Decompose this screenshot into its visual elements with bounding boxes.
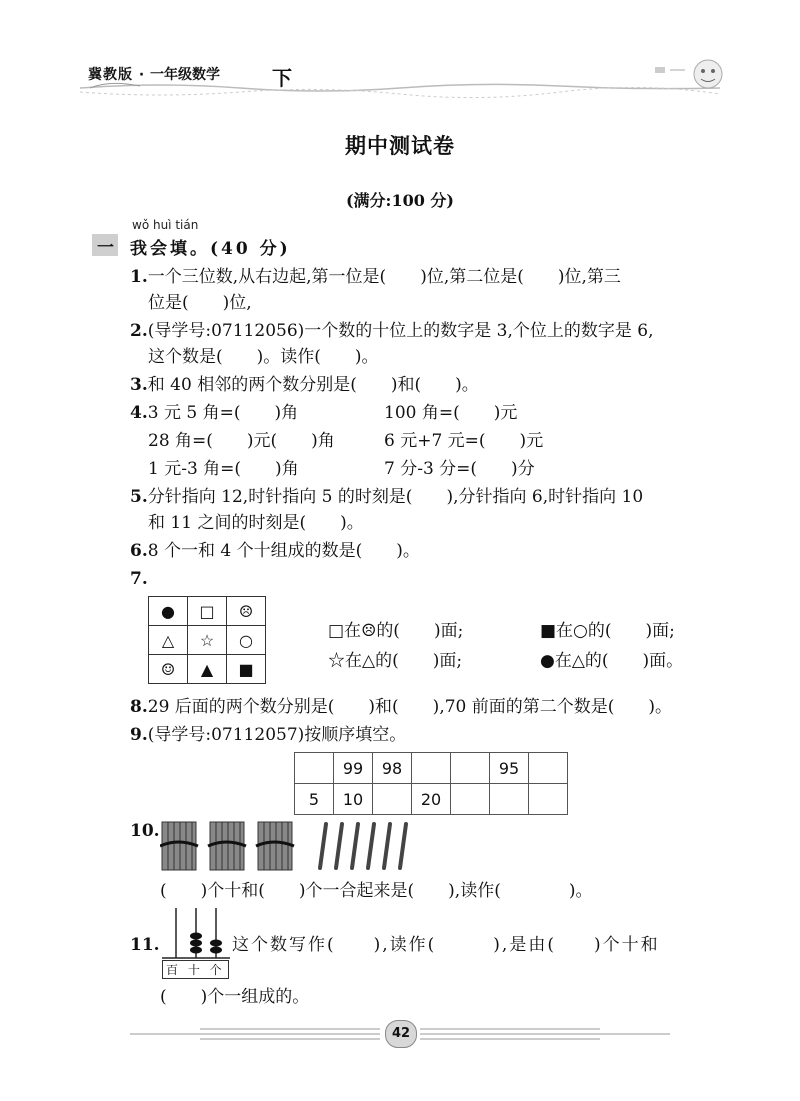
q5-text-1: 分针指向 12,时针指向 5 的时刻是( ),分针指向 6,时针指向 10 (147, 487, 644, 507)
q9-cell: 98 (373, 753, 412, 784)
q5-line1 (130, 486, 643, 508)
q9-text: (导学号:07112057)按顺序填空。 (147, 725, 407, 745)
header-volume: 下 (272, 66, 292, 90)
grid-filled-square: ■ (227, 655, 266, 684)
section-number-box (92, 234, 118, 256)
q2-number: 2. (130, 321, 148, 341)
page-title: 期中测试卷 (345, 133, 455, 158)
q9-cell[interactable] (451, 753, 490, 784)
q10-text: ( )个十和( )个一合起来是( ),读作( )。 (160, 881, 593, 901)
q8-number: 8. (130, 697, 148, 717)
q4-item-a: 3 元 5 角=( )角 (147, 403, 299, 423)
q9-cell[interactable] (412, 753, 451, 784)
q1-text-1: 一个三位数,从右边起,第一位是( )位,第二位是( )位,第三 (147, 267, 621, 287)
q7-number: 7. (130, 569, 148, 589)
stick-bundle-icon (256, 822, 294, 870)
single-sticks-icon (320, 824, 406, 868)
q4-item-b: 100 角=( )元 (384, 403, 518, 423)
q2-text-1: (导学号:07112056)一个数的十位上的数字是 3,个位上的数字是 6, (147, 321, 654, 341)
q9-number: 9. (130, 725, 148, 745)
section-number: 一 (97, 238, 114, 258)
q9-cell[interactable] (529, 753, 568, 784)
q6-number: 6. (130, 541, 148, 561)
q2-text-2: 这个数是( )。读作( )。 (148, 347, 379, 367)
q6-text: 8 个一和 4 个十组成的数是( )。 (147, 541, 420, 561)
q11-number: 11. (130, 935, 160, 955)
q1-text-2: 位是( )位, (148, 293, 252, 313)
stick-bundle-icon (208, 822, 246, 870)
q9-number-table (294, 752, 568, 815)
q8-line1 (130, 696, 672, 718)
q1-line1 (130, 266, 621, 288)
q5-number: 5. (130, 487, 148, 507)
grid-triangle: △ (149, 626, 188, 655)
header-series: 冀教版 · (88, 67, 146, 83)
q7-question-a: □在☹的( )面; (328, 621, 464, 641)
sad-face-icon: ☹ (361, 621, 377, 641)
page-number: 42 (385, 1020, 417, 1048)
q9-cell: 99 (334, 753, 373, 784)
q9-cell: 10 (334, 784, 373, 815)
q5-text-2: 和 11 之间的时刻是( )。 (148, 513, 364, 533)
q9-cell: 20 (412, 784, 451, 815)
abacus-icon (162, 906, 230, 966)
q4-item-f: 7 分-3 分=( )分 (384, 459, 535, 479)
grid-smile-face-icon: ☺ (149, 655, 188, 684)
q7-question-d: ●在△的( )面。 (540, 651, 684, 671)
q3-number: 3. (130, 375, 148, 395)
stick-bundle-icon (160, 822, 198, 870)
q9-cell[interactable] (295, 753, 334, 784)
grid-filled-circle: ● (149, 597, 188, 626)
section-pinyin: wǒ huì tián (132, 218, 199, 232)
q9-cell[interactable] (373, 784, 412, 815)
q9-cell[interactable] (529, 784, 568, 815)
q4-line1 (130, 402, 298, 424)
q10-number: 10. (130, 821, 160, 841)
q1-number: 1. (130, 267, 148, 287)
header-grade: 一年级数学 (150, 67, 220, 83)
q7-question-c: ☆在△的( )面; (328, 651, 463, 671)
grid-filled-triangle: ▲ (188, 655, 227, 684)
q9-cell[interactable] (451, 784, 490, 815)
grid-circle: ○ (227, 626, 266, 655)
q11-text-2: ( )个一组成的。 (160, 987, 310, 1007)
q3-text: 和 40 相邻的两个数分别是( )和( )。 (147, 375, 479, 395)
q11-text-1: 这个数写作( ),读作( ),是由( )个十和 (232, 935, 660, 955)
q9-cell[interactable] (490, 784, 529, 815)
q9-cell: 95 (490, 753, 529, 784)
q7-shape-grid (148, 596, 266, 684)
q3-line1 (130, 374, 479, 396)
total-score: (满分:100 分) (345, 191, 455, 210)
q7-question-b: ■在○的( )面; (540, 621, 675, 641)
q9-line1 (130, 724, 406, 746)
grid-square: □ (188, 597, 227, 626)
q4-item-c: 28 角=( )元( )角 (148, 431, 335, 451)
sticks-illustration (160, 816, 420, 876)
q9-cell: 5 (295, 784, 334, 815)
q4-item-d: 6 元+7 元=( )元 (384, 431, 544, 451)
q6-line1 (130, 540, 420, 562)
abacus-labels: 百 十 个 (162, 960, 229, 979)
grid-star: ☆ (188, 626, 227, 655)
q2-line1 (130, 320, 654, 342)
section-title: 我会填。(40 分) (130, 239, 291, 259)
q8-text: 29 后面的两个数分别是( )和( ),70 前面的第二个数是( )。 (147, 697, 673, 717)
q4-item-e: 1 元-3 角=( )角 (148, 459, 299, 479)
grid-sad-face-icon: ☹ (227, 597, 266, 626)
q4-number: 4. (130, 403, 148, 423)
